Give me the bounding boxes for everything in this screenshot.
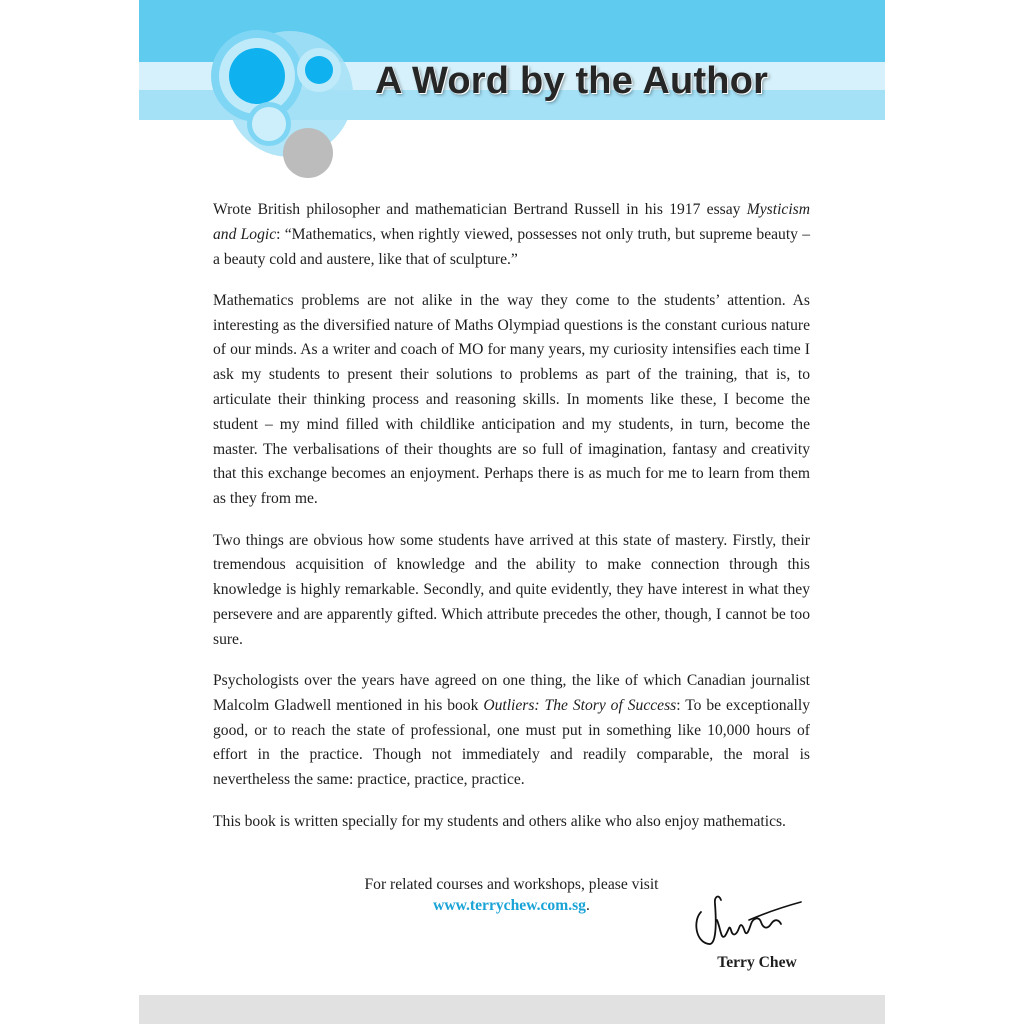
visit-text: For related courses and workshops, please visit bbox=[364, 876, 659, 893]
paragraph-5: This book is written specially for my students and others alike who also enjoy mathematics. bbox=[213, 812, 786, 830]
paragraph-2: Mathematics problems are not alike in the way they come to the students’ attention. As interesting as the diversified nature of Maths Olympiad questions is the constant curious nature of our minds. As a writer and coach of MO for many years, my curiosity intensifies each time I ask my students to present their solutions to problems as part of the training, that is, to articulate their thinking process and reasoning skills. In moments like these, I become the student – my mind filled with childlike anticipation and my students, in turn, become the master. The verbalisations of their thoughts are so full of imagination, fantasy and creativity that this exchange becomes an enjoyment. Perhaps there is as much for me to learn from them as they from me. bbox=[213, 291, 810, 508]
handwritten-signature bbox=[691, 890, 813, 952]
paragraph-4: Psychologists over the years have agreed on one thing, the like of which Canadian journalist Malcolm Gladwell mentioned in his book Outliers: The Story of Success: To be exceptionally good, or to reach the state of professional, one must put in something like 10,000 hours of effort in the practice. Though not immediately and readily comparable, the moral is nevertheless the same: practice, practice, practice. bbox=[213, 672, 810, 789]
book-title: Outliers: The Story of Success bbox=[483, 696, 677, 714]
paragraph-1: Wrote British philosopher and mathematician Bertrand Russell in his 1917 essay Mysticism and Logic: “Mathematics, when rightly viewed, possesses not only truth, but supreme beauty – a beauty cold and austere, like that of sculpture.” bbox=[213, 201, 811, 268]
bubble-circles-icon bbox=[209, 28, 369, 183]
essay-title: Mysticism and Logic bbox=[213, 201, 810, 243]
body-text bbox=[213, 198, 810, 851]
document-page bbox=[139, 0, 885, 1024]
paragraph-3: Two things are obvious how some students have arrived at this state of mastery. Firstly, their tremendous acquisition of knowledge and the ability to make connection through this knowledge is highly remarkable. Secondly, and quite evidently, they have interest in what they persevere and are apparently gifted. Which attribute precedes the other, though, I cannot be too sure. bbox=[213, 531, 810, 648]
visit-note: For related courses and workshops, please visit www.terrychew.com.sg. bbox=[364, 876, 659, 914]
page-title: A Word by the Author bbox=[375, 60, 769, 102]
footer-band bbox=[139, 995, 885, 1024]
website-link[interactable]: www.terrychew.com.sg bbox=[433, 897, 586, 914]
author-name: Terry Chew bbox=[717, 954, 797, 971]
